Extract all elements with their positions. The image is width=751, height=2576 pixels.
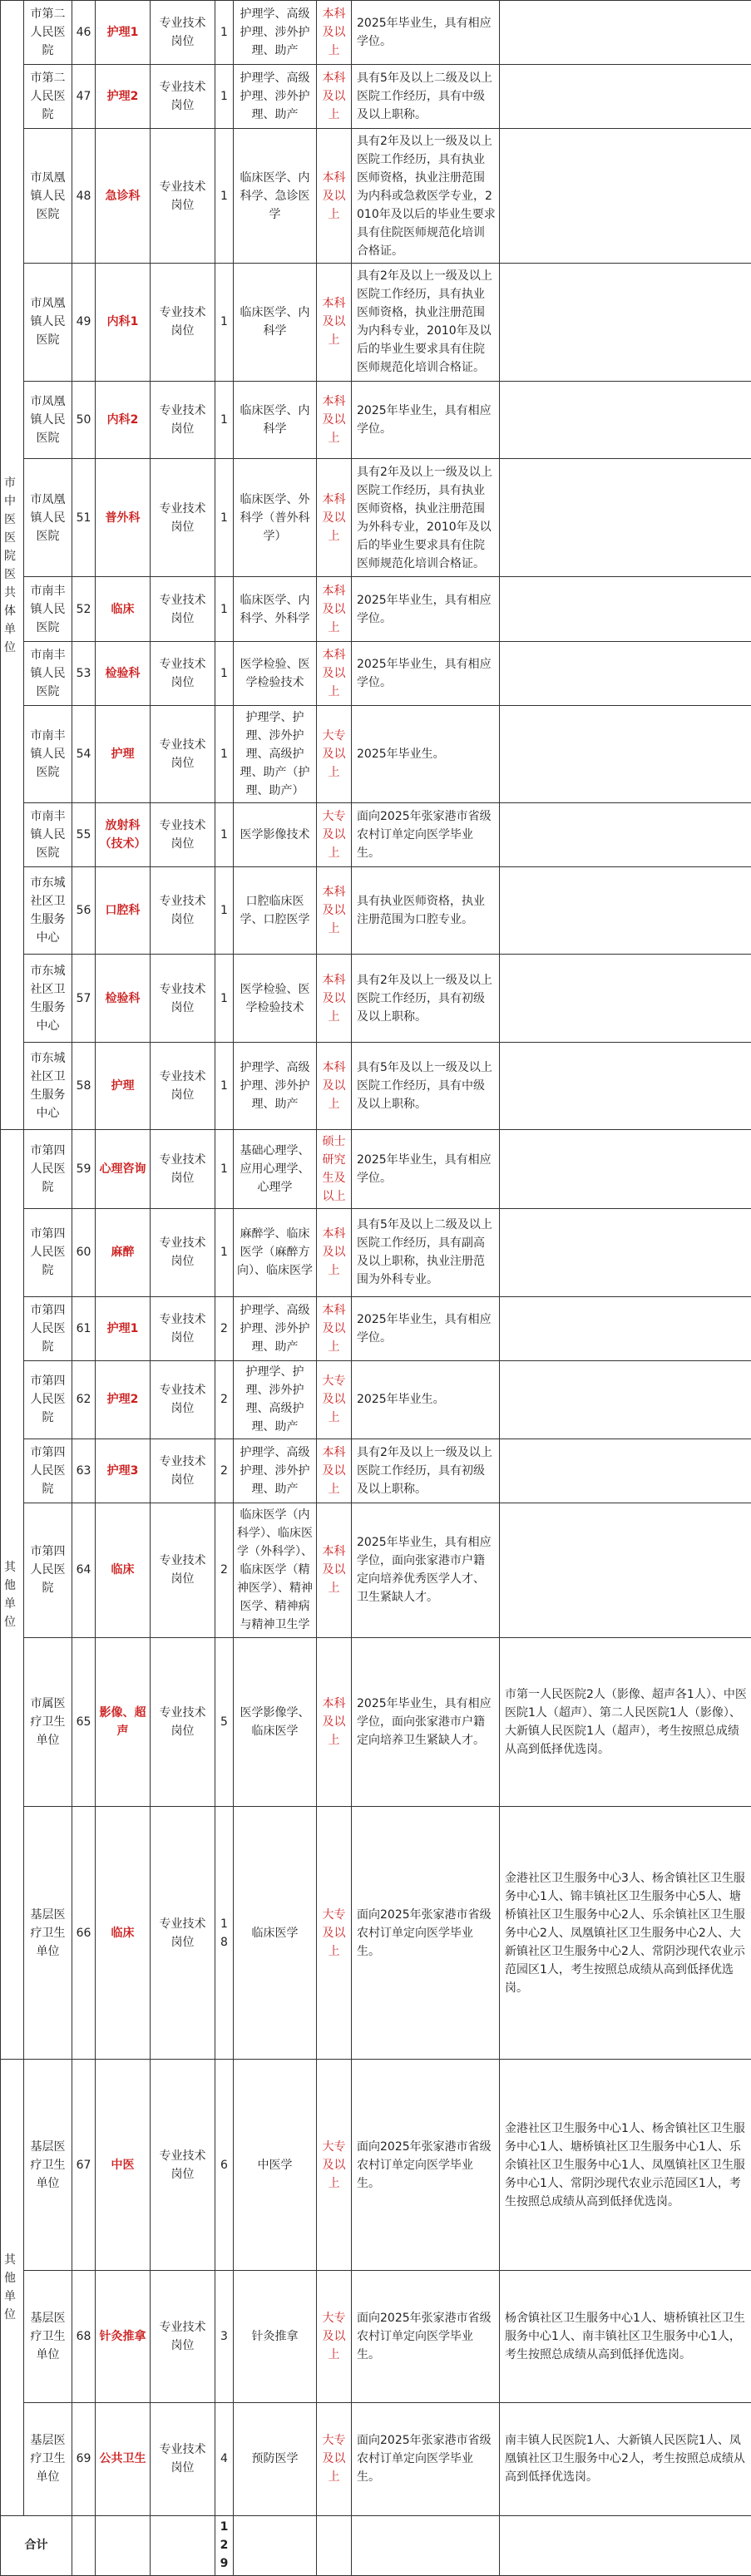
req-cell: 2025年毕业生，具有相应学位。 xyxy=(352,577,500,641)
major-cell: 临床医学 xyxy=(234,1806,317,2060)
unit-cell: 市凤凰镇人民医院 xyxy=(24,263,72,381)
req-cell: 具有5年及以上二级及以上医院工作经历，具有副高及以上职称，执业注册范围为外科专业。 xyxy=(352,1208,500,1296)
count-cell: 4 xyxy=(215,2402,234,2515)
unit-cell: 基层医疗卫生单位 xyxy=(24,2271,72,2402)
req-cell: 具有2年及以上一级及以上医院工作经历，具有执业医师资格，执业注册范围为内科专业，2010年及以后的毕业生要求具有住院医师规范化培训合格证。 xyxy=(352,263,500,381)
edu-cell: 本科及以上 xyxy=(317,955,352,1043)
category-cell: 专业技术岗位 xyxy=(151,2271,215,2402)
unit-cell: 市南丰镇人民医院 xyxy=(24,577,72,641)
post-cell: 口腔科 xyxy=(96,866,151,955)
major-cell: 医学影像技术 xyxy=(234,802,317,866)
note-cell xyxy=(500,866,751,955)
table-row xyxy=(1,459,751,577)
edu-cell: 本科及以上 xyxy=(317,1,352,65)
code-cell: 60 xyxy=(72,1208,96,1296)
post-cell: 护理1 xyxy=(96,1296,151,1360)
major-cell: 预防医学 xyxy=(234,2402,317,2515)
empty-cell xyxy=(352,2515,500,2575)
req-cell: 2025年毕业生。 xyxy=(352,705,500,802)
note-cell: 杨舍镇社区卫生服务中心1人、塘桥镇社区卫生服务中心1人、南丰镇社区卫生服务中心1人，考生按照总成绩从高到低择优选岗。 xyxy=(500,2271,751,2402)
note-cell xyxy=(500,1360,751,1439)
code-cell: 48 xyxy=(72,129,96,263)
code-cell: 54 xyxy=(72,705,96,802)
note-cell: 金港社区卫生服务中心1人、杨舍镇社区卫生服务中心1人、塘桥镇社区卫生服务中心1人、乐余镇社区卫生服务中心1人、凤凰镇社区卫生服务中心1人、常阴沙现代农业示范园区1人，考生按照总成绩从高到低择优选岗。 xyxy=(500,2060,751,2271)
count-cell: 1 xyxy=(215,1042,234,1130)
table-row xyxy=(1,129,751,263)
post-cell: 中医 xyxy=(96,2060,151,2271)
code-cell: 67 xyxy=(72,2060,96,2271)
note-cell xyxy=(500,1208,751,1296)
empty-cell xyxy=(72,2515,96,2575)
req-cell: 2025年毕业生，具有相应学位，面向张家港市户籍定向培养优秀医学人才、卫生紧缺人才。 xyxy=(352,1503,500,1637)
count-cell: 1 xyxy=(215,1130,234,1208)
major-cell: 护理学、高级护理、涉外护理、助产 xyxy=(234,65,317,129)
note-cell xyxy=(500,802,751,866)
major-cell: 麻醉学、临床医学（麻醉方向）、临床医学 xyxy=(234,1208,317,1296)
count-cell: 2 xyxy=(215,1296,234,1360)
table-row xyxy=(1,2060,751,2271)
code-cell: 52 xyxy=(72,577,96,641)
unit-cell: 市第四人民医院 xyxy=(24,1503,72,1637)
note-cell xyxy=(500,263,751,381)
post-cell: 护理2 xyxy=(96,65,151,129)
note-cell xyxy=(500,129,751,263)
major-cell: 医学检验、医学检验技术 xyxy=(234,955,317,1043)
req-cell: 具有5年及以上二级及以上医院工作经历，具有中级及以上职称。 xyxy=(352,65,500,129)
req-cell: 具有5年及以上一级及以上医院工作经历，具有中级及以上职称。 xyxy=(352,1042,500,1130)
count-cell: 1 xyxy=(215,381,234,458)
unit-cell: 市凤凰镇人民医院 xyxy=(24,381,72,458)
category-cell: 专业技术岗位 xyxy=(151,1806,215,2060)
count-cell: 18 xyxy=(215,1806,234,2060)
req-cell: 面向2025年张家港市省级农村订单定向医学毕业生。 xyxy=(352,802,500,866)
req-cell: 面向2025年张家港市省级农村订单定向医学毕业生。 xyxy=(352,2271,500,2402)
table-body xyxy=(1,1,751,2576)
edu-cell: 本科及以上 xyxy=(317,1439,352,1503)
post-cell: 护理3 xyxy=(96,1439,151,1503)
category-cell: 专业技术岗位 xyxy=(151,1,215,65)
empty-cell xyxy=(317,2515,352,2575)
unit-cell: 市凤凰镇人民医院 xyxy=(24,129,72,263)
unit-cell: 市东城社区卫生服务中心 xyxy=(24,866,72,955)
table-row xyxy=(1,1296,751,1360)
category-cell: 专业技术岗位 xyxy=(151,1503,215,1637)
note-cell xyxy=(500,65,751,129)
code-cell: 49 xyxy=(72,263,96,381)
category-cell: 专业技术岗位 xyxy=(151,866,215,955)
major-cell: 口腔临床医学、口腔医学 xyxy=(234,866,317,955)
unit-cell: 市南丰镇人民医院 xyxy=(24,641,72,705)
req-cell: 具有2年及以上一级及以上医院工作经历，具有初级及以上职称。 xyxy=(352,1439,500,1503)
count-cell: 1 xyxy=(215,802,234,866)
req-cell: 面向2025年张家港市省级农村订单定向医学毕业生。 xyxy=(352,2060,500,2271)
table-row xyxy=(1,705,751,802)
unit-cell: 基层医疗卫生单位 xyxy=(24,1806,72,2060)
table-row xyxy=(1,1,751,65)
post-cell: 放射科（技术） xyxy=(96,802,151,866)
empty-cell xyxy=(234,2515,317,2575)
req-cell: 2025年毕业生，具有相应学位。 xyxy=(352,1,500,65)
post-cell: 心理咨询 xyxy=(96,1130,151,1208)
major-cell: 护理学、高级护理、涉外护理、助产 xyxy=(234,1042,317,1130)
category-cell: 专业技术岗位 xyxy=(151,1360,215,1439)
post-cell: 针灸推拿 xyxy=(96,2271,151,2402)
edu-cell: 本科及以上 xyxy=(317,65,352,129)
category-cell: 专业技术岗位 xyxy=(151,705,215,802)
note-cell xyxy=(500,955,751,1043)
edu-cell: 本科及以上 xyxy=(317,641,352,705)
category-cell: 专业技术岗位 xyxy=(151,1042,215,1130)
code-cell: 46 xyxy=(72,1,96,65)
major-cell: 临床医学（内科学）、临床医学（外科学）、临床医学（精神医学）、精神医学、精神病与精神卫生学 xyxy=(234,1503,317,1637)
code-cell: 61 xyxy=(72,1296,96,1360)
edu-cell: 本科及以上 xyxy=(317,263,352,381)
table-row xyxy=(1,1042,751,1130)
table-row xyxy=(1,802,751,866)
req-cell: 2025年毕业生，具有相应学位。 xyxy=(352,1296,500,1360)
post-cell: 影像、超声 xyxy=(96,1637,151,1806)
edu-cell: 大专及以上 xyxy=(317,2271,352,2402)
code-cell: 63 xyxy=(72,1439,96,1503)
code-cell: 50 xyxy=(72,381,96,458)
code-cell: 66 xyxy=(72,1806,96,2060)
post-cell: 检验科 xyxy=(96,641,151,705)
group-cell: 市中医医院医共体单位 xyxy=(1,1,24,1130)
major-cell: 针灸推拿 xyxy=(234,2271,317,2402)
note-cell: 金港社区卫生服务中心3人、杨舍镇社区卫生服务中心1人、锦丰镇社区卫生服务中心5人、塘桥镇社区卫生服务中心2人、乐余镇社区卫生服务中心2人、凤凰镇社区卫生服务中心2人、大新镇社区卫生服务中心2人、常阴沙现代农业示范园区1人，考生按照总成绩从高到低择优选岗。 xyxy=(500,1806,751,2060)
table-row xyxy=(1,1208,751,1296)
table-row xyxy=(1,866,751,955)
post-cell: 普外科 xyxy=(96,459,151,577)
major-cell: 临床医学、内科学 xyxy=(234,263,317,381)
count-cell: 1 xyxy=(215,705,234,802)
table-row xyxy=(1,1503,751,1637)
edu-cell: 本科及以上 xyxy=(317,459,352,577)
count-cell: 1 xyxy=(215,641,234,705)
major-cell: 护理学、高级护理、涉外护理、助产 xyxy=(234,1,317,65)
category-cell: 专业技术岗位 xyxy=(151,263,215,381)
table-row xyxy=(1,263,751,381)
table-row xyxy=(1,955,751,1043)
req-cell: 2025年毕业生，具有相应学位，面向张家港市户籍定向培养卫生紧缺人才。 xyxy=(352,1637,500,1806)
major-cell: 护理学、高级护理、涉外护理、助产 xyxy=(234,1296,317,1360)
table-row xyxy=(1,577,751,641)
table-row xyxy=(1,1637,751,1806)
count-cell: 1 xyxy=(215,263,234,381)
post-cell: 检验科 xyxy=(96,955,151,1043)
post-cell: 急诊科 xyxy=(96,129,151,263)
code-cell: 59 xyxy=(72,1130,96,1208)
edu-cell: 大专及以上 xyxy=(317,2402,352,2515)
req-cell: 2025年毕业生，具有相应学位。 xyxy=(352,641,500,705)
req-cell: 具有2年及以上一级及以上医院工作经历，具有执业医师资格，执业注册范围为外科专业，2010年及以后的毕业生要求具有住院医师规范化培训合格证。 xyxy=(352,459,500,577)
major-cell: 基础心理学、应用心理学、心理学 xyxy=(234,1130,317,1208)
note-cell xyxy=(500,1439,751,1503)
code-cell: 55 xyxy=(72,802,96,866)
major-cell: 临床医学、内科学、急诊医学 xyxy=(234,129,317,263)
count-cell: 2 xyxy=(215,1360,234,1439)
count-cell: 1 xyxy=(215,459,234,577)
count-cell: 2 xyxy=(215,1503,234,1637)
code-cell: 69 xyxy=(72,2402,96,2515)
count-cell: 3 xyxy=(215,2271,234,2402)
count-cell: 6 xyxy=(215,2060,234,2271)
note-cell xyxy=(500,641,751,705)
post-cell: 临床 xyxy=(96,577,151,641)
post-cell: 护理2 xyxy=(96,1360,151,1439)
table-row xyxy=(1,1130,751,1208)
post-cell: 公共卫生 xyxy=(96,2402,151,2515)
major-cell: 护理学、护理、涉外护理、高级护理、助产 xyxy=(234,1360,317,1439)
empty-cell xyxy=(151,2515,215,2575)
edu-cell: 本科及以上 xyxy=(317,577,352,641)
code-cell: 58 xyxy=(72,1042,96,1130)
edu-cell: 大专及以上 xyxy=(317,1806,352,2060)
unit-cell: 市凤凰镇人民医院 xyxy=(24,459,72,577)
major-cell: 临床医学、外科学（普外科学） xyxy=(234,459,317,577)
req-cell: 具有2年及以上一级及以上医院工作经历，具有执业医师资格，执业注册范围为内科或急救医学专业，2010年及以后的毕业生要求具有住院医师规范化培训合格证。 xyxy=(352,129,500,263)
req-cell: 面向2025年张家港市省级农村订单定向医学毕业生。 xyxy=(352,1806,500,2060)
code-cell: 51 xyxy=(72,459,96,577)
code-cell: 56 xyxy=(72,866,96,955)
category-cell: 专业技术岗位 xyxy=(151,1439,215,1503)
code-cell: 68 xyxy=(72,2271,96,2402)
table-row xyxy=(1,1439,751,1503)
req-cell: 2025年毕业生，具有相应学位。 xyxy=(352,1130,500,1208)
note-cell: 南丰镇人民医院1人、大新镇人民医院1人、凤凰镇社区卫生服务中心2人，考生按照总成绩从高到低择优选岗。 xyxy=(500,2402,751,2515)
unit-cell: 基层医疗卫生单位 xyxy=(24,2060,72,2271)
count-cell: 1 xyxy=(215,577,234,641)
note-cell: 市第一人民医院2人（影像、超声各1人）、中医医院1人（超声）、第二人民医院1人（影像）、大新镇人民医院1人（超声），考生按照总成绩从高到低择优选岗。 xyxy=(500,1637,751,1806)
post-cell: 护理 xyxy=(96,705,151,802)
unit-cell: 市第二人民医院 xyxy=(24,1,72,65)
edu-cell: 大专及以上 xyxy=(317,802,352,866)
unit-cell: 基层医疗卫生单位 xyxy=(24,2402,72,2515)
unit-cell: 市第二人民医院 xyxy=(24,65,72,129)
post-cell: 麻醉 xyxy=(96,1208,151,1296)
empty-cell xyxy=(500,2515,751,2575)
edu-cell: 本科及以上 xyxy=(317,1503,352,1637)
code-cell: 53 xyxy=(72,641,96,705)
total-row xyxy=(1,2515,751,2575)
edu-cell: 本科及以上 xyxy=(317,129,352,263)
edu-cell: 本科及以上 xyxy=(317,1208,352,1296)
major-cell: 医学检验、医学检验技术 xyxy=(234,641,317,705)
edu-cell: 大专及以上 xyxy=(317,1360,352,1439)
table-row xyxy=(1,65,751,129)
note-cell xyxy=(500,1130,751,1208)
req-cell: 2025年毕业生，具有相应学位。 xyxy=(352,381,500,458)
major-cell: 医学影像学、临床医学 xyxy=(234,1637,317,1806)
code-cell: 65 xyxy=(72,1637,96,1806)
unit-cell: 市第四人民医院 xyxy=(24,1296,72,1360)
count-cell: 5 xyxy=(215,1637,234,1806)
category-cell: 专业技术岗位 xyxy=(151,2060,215,2271)
category-cell: 专业技术岗位 xyxy=(151,1637,215,1806)
table-row xyxy=(1,2271,751,2402)
count-cell: 1 xyxy=(215,65,234,129)
unit-cell: 市南丰镇人民医院 xyxy=(24,705,72,802)
edu-cell: 本科及以上 xyxy=(317,1042,352,1130)
note-cell xyxy=(500,1296,751,1360)
code-cell: 64 xyxy=(72,1503,96,1637)
major-cell: 临床医学、内科学、外科学 xyxy=(234,577,317,641)
post-cell: 内科2 xyxy=(96,381,151,458)
unit-cell: 市属医疗卫生单位 xyxy=(24,1637,72,1806)
category-cell: 专业技术岗位 xyxy=(151,459,215,577)
count-cell: 1 xyxy=(215,955,234,1043)
count-cell: 1 xyxy=(215,1,234,65)
count-cell: 2 xyxy=(215,1439,234,1503)
post-cell: 内科1 xyxy=(96,263,151,381)
category-cell: 专业技术岗位 xyxy=(151,1208,215,1296)
table-row xyxy=(1,1806,751,2060)
major-cell: 护理学、护理、涉外护理、高级护理、助产（护理、助产） xyxy=(234,705,317,802)
code-cell: 57 xyxy=(72,955,96,1043)
post-cell: 护理 xyxy=(96,1042,151,1130)
category-cell: 专业技术岗位 xyxy=(151,2402,215,2515)
req-cell: 具有执业医师资格，执业注册范围为口腔专业。 xyxy=(352,866,500,955)
note-cell xyxy=(500,1503,751,1637)
unit-cell: 市南丰镇人民医院 xyxy=(24,802,72,866)
edu-cell: 大专及以上 xyxy=(317,2060,352,2271)
code-cell: 62 xyxy=(72,1360,96,1439)
post-cell: 临床 xyxy=(96,1503,151,1637)
code-cell: 47 xyxy=(72,65,96,129)
post-cell: 护理1 xyxy=(96,1,151,65)
group-cell: 其他单位 xyxy=(1,1130,24,2060)
category-cell: 专业技术岗位 xyxy=(151,381,215,458)
edu-cell: 硕士研究生及以上 xyxy=(317,1130,352,1208)
unit-cell: 市第四人民医院 xyxy=(24,1130,72,1208)
edu-cell: 大专及以上 xyxy=(317,705,352,802)
edu-cell: 本科及以上 xyxy=(317,381,352,458)
category-cell: 专业技术岗位 xyxy=(151,1130,215,1208)
group-cell: 其他单位 xyxy=(1,2060,24,2515)
unit-cell: 市第四人民医院 xyxy=(24,1360,72,1439)
unit-cell: 市东城社区卫生服务中心 xyxy=(24,955,72,1043)
note-cell xyxy=(500,705,751,802)
total-label: 合计 xyxy=(1,2515,72,2575)
category-cell: 专业技术岗位 xyxy=(151,955,215,1043)
count-cell: 1 xyxy=(215,129,234,263)
note-cell xyxy=(500,1042,751,1130)
table-row xyxy=(1,381,751,458)
table-row xyxy=(1,641,751,705)
major-cell: 护理学、高级护理、涉外护理、助产 xyxy=(234,1439,317,1503)
category-cell: 专业技术岗位 xyxy=(151,129,215,263)
empty-cell xyxy=(96,2515,151,2575)
note-cell xyxy=(500,381,751,458)
table-row xyxy=(1,2402,751,2515)
category-cell: 专业技术岗位 xyxy=(151,1296,215,1360)
req-cell: 2025年毕业生。 xyxy=(352,1360,500,1439)
category-cell: 专业技术岗位 xyxy=(151,802,215,866)
note-cell xyxy=(500,577,751,641)
unit-cell: 市第四人民医院 xyxy=(24,1208,72,1296)
category-cell: 专业技术岗位 xyxy=(151,577,215,641)
count-cell: 1 xyxy=(215,866,234,955)
count-cell: 1 xyxy=(215,1208,234,1296)
category-cell: 专业技术岗位 xyxy=(151,641,215,705)
note-cell xyxy=(500,459,751,577)
category-cell: 专业技术岗位 xyxy=(151,65,215,129)
major-cell: 中医学 xyxy=(234,2060,317,2271)
unit-cell: 市第四人民医院 xyxy=(24,1439,72,1503)
edu-cell: 本科及以上 xyxy=(317,866,352,955)
edu-cell: 本科及以上 xyxy=(317,1637,352,1806)
unit-cell: 市东城社区卫生服务中心 xyxy=(24,1042,72,1130)
total-count: 129 xyxy=(215,2515,234,2575)
edu-cell: 本科及以上 xyxy=(317,1296,352,1360)
major-cell: 临床医学、内科学 xyxy=(234,381,317,458)
note-cell xyxy=(500,1,751,65)
post-cell: 临床 xyxy=(96,1806,151,2060)
table-row xyxy=(1,1360,751,1439)
req-cell: 具有2年及以上一级及以上医院工作经历，具有初级及以上职称。 xyxy=(352,955,500,1043)
req-cell: 面向2025年张家港市省级农村订单定向医学毕业生。 xyxy=(352,2402,500,2515)
